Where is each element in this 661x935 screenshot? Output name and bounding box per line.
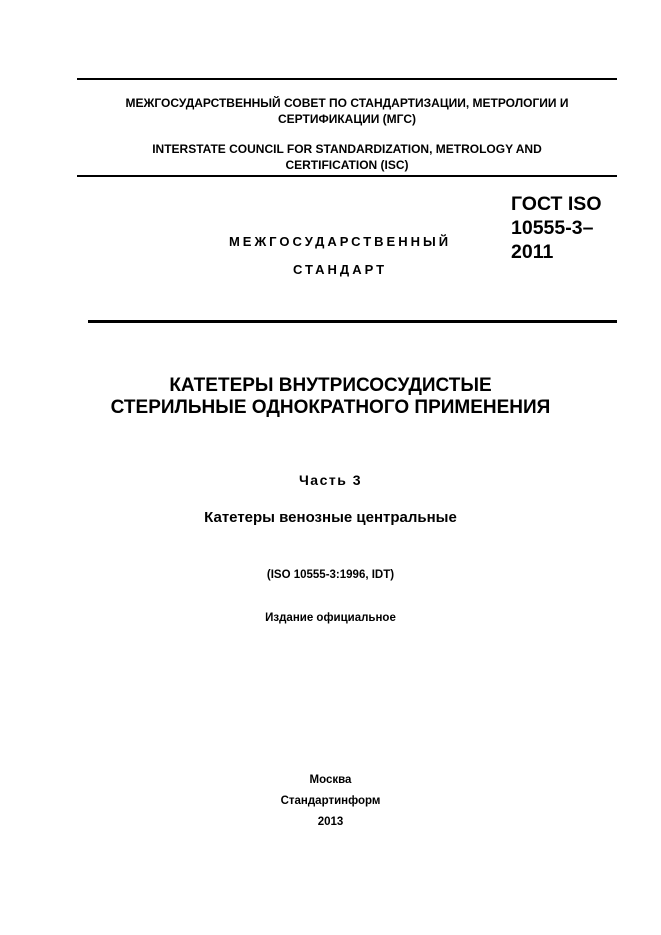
council-name-en: INTERSTATE COUNCIL FOR STANDARDIZATION, METROLOGY AND CERTIFICATION (ISC) [152,142,542,172]
iso-reference: (ISO 10555-3:1996, IDT) [266,569,395,581]
part-number: Часть 3 [298,472,363,488]
standard-type-line1: МЕЖГОСУДАРСТВЕННЫЙ [228,234,452,249]
imprint-publisher: Стандартинформ [280,795,381,807]
imprint-city: Москва [309,774,352,786]
designation-line: 2011 [511,241,554,263]
edition-note: Издание официальное [265,612,396,624]
document-title: КАТЕТЕРЫ ВНУТРИСОСУДИСТЫЕ СТЕРИЛЬНЫЕ ОДНОКРАТНОГО ПРИМЕНЕНИЯ [110,375,551,418]
standard-designation [511,192,601,264]
council-name-ru: МЕЖГОСУДАРСТВЕННЫЙ СОВЕТ ПО СТАНДАРТИЗАЦИИ, МЕТРОЛОГИИ И СЕРТИФИКАЦИИ (МГС) [125,96,569,126]
title-block-rule [88,320,617,323]
standard-type-line2: СТАНДАРТ [292,262,388,277]
designation-line: 10555-3– [511,217,594,239]
header-rule [77,175,617,177]
designation-line: ГОСТ ISO [511,193,602,215]
imprint-year: 2013 [317,816,344,828]
top-rule [77,78,617,80]
document-subtitle: Катетеры венозные центральные [204,509,457,526]
